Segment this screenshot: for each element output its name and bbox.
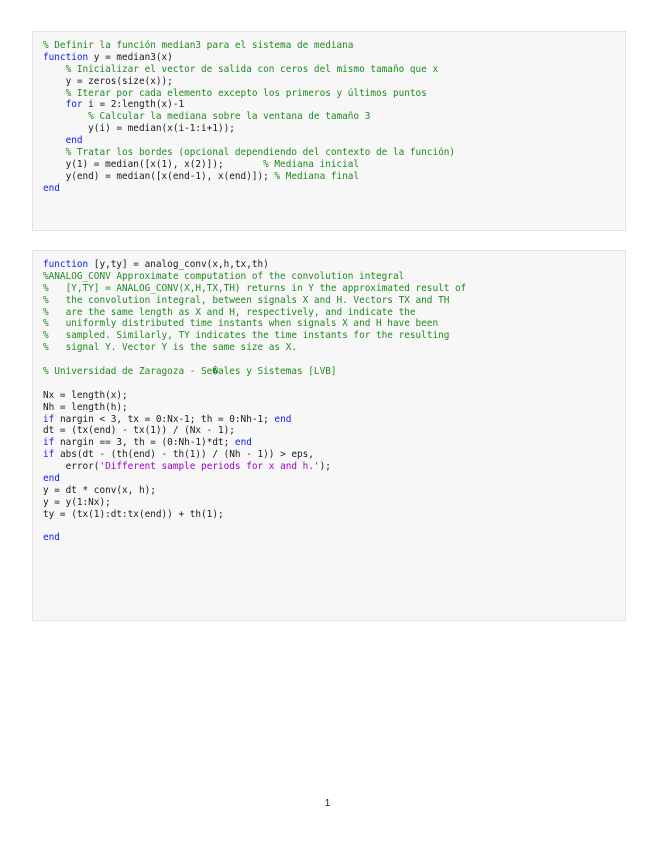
code-token-keyword: for bbox=[65, 99, 83, 111]
code-line bbox=[43, 295, 625, 307]
code-line bbox=[43, 88, 625, 100]
code-token-text: y(1) = median([x(1), x(2)]); bbox=[43, 158, 264, 170]
code-token-text: nargin < 3, tx = 0:Nx-1; th = 0:Nh-1; bbox=[54, 413, 275, 425]
code-token-keyword: end bbox=[234, 437, 252, 449]
code-token-text: y = zeros(size(x)); bbox=[43, 75, 173, 87]
code-token-keyword: end bbox=[43, 532, 60, 544]
code-token-text: ty = (tx(1):dt:tx(end)) + th(1); bbox=[43, 508, 224, 520]
code-line bbox=[43, 330, 625, 342]
code-token-text: [y,ty] = analog_conv(x,h,tx,th) bbox=[88, 259, 269, 270]
code-token-text: y = y(1:Nx); bbox=[43, 496, 111, 508]
code-token-comment: % [Y,TY] = ANALOG_CONV(X,H,TX,TH) returns in Y the approximated result of bbox=[43, 282, 467, 294]
code-line bbox=[43, 283, 625, 295]
code-token-text: y = median3(x) bbox=[88, 51, 173, 63]
code-token-text: abs(dt - (th(end) - th(1)) / (Nh - 1)) > eps, bbox=[54, 449, 314, 461]
code-line bbox=[43, 52, 625, 64]
code-line bbox=[43, 532, 625, 544]
code-line bbox=[43, 123, 625, 135]
code-token-text: ); bbox=[319, 461, 331, 473]
code-token-comment: % Calcular la mediana sobre la ventana de tamaño 3 bbox=[88, 111, 371, 123]
code-line bbox=[43, 318, 625, 330]
code-token-text: dt = (tx(end) - tx(1)) / (Nx - 1); bbox=[43, 425, 235, 437]
code-token-comment: % Iterar por cada elemento excepto los primeros y últimos puntos bbox=[65, 87, 427, 99]
code-line bbox=[43, 366, 625, 378]
code-token-text: y(i) = median(x(i-1:i+1)); bbox=[43, 123, 235, 135]
code-line bbox=[43, 354, 625, 366]
code-token-keyword: end bbox=[43, 473, 60, 485]
code-token-text bbox=[43, 135, 66, 146]
code-token-text bbox=[43, 111, 88, 122]
code-line bbox=[43, 135, 625, 147]
code-line bbox=[43, 171, 625, 183]
code-line bbox=[43, 497, 625, 509]
code-line bbox=[43, 259, 625, 271]
code-token-keyword: function bbox=[43, 51, 89, 63]
code-token-comment: % Inicializar el vector de salida con ceros del mismo tamaño que x bbox=[65, 63, 439, 75]
code-line bbox=[43, 437, 625, 449]
code-block-analog-conv bbox=[32, 250, 626, 621]
code-token-comment: % Mediana inicial bbox=[263, 158, 360, 170]
code-token-keyword: if bbox=[43, 449, 55, 461]
code-token-text bbox=[43, 64, 66, 75]
code-token-text: nargin == 3, th = (0:Nh-1)*dt; bbox=[54, 437, 235, 449]
code-line bbox=[43, 342, 625, 354]
code-token-keyword: end bbox=[274, 413, 292, 425]
code-token-comment: % uniformly distributed time instants when signals X and H have been bbox=[43, 318, 439, 330]
code-token-keyword: end bbox=[65, 135, 83, 147]
code-token-comment: % sampled. Similarly, TY indicates the time instants for the resulting bbox=[43, 330, 450, 342]
code-line bbox=[43, 509, 625, 521]
code-token-text: error( bbox=[43, 461, 100, 473]
code-token-keyword: end bbox=[43, 182, 60, 194]
code-token-keyword: if bbox=[43, 413, 55, 425]
code-token-comment: % Definir la función median3 para el sistema de mediana bbox=[43, 40, 354, 51]
code-line bbox=[43, 307, 625, 319]
page-number: 1 bbox=[324, 798, 331, 809]
code-token-text bbox=[43, 99, 66, 110]
code-line bbox=[43, 147, 625, 159]
code-token-text: y = dt * conv(x, h); bbox=[43, 484, 156, 496]
code-line bbox=[43, 40, 625, 52]
code-token-text bbox=[43, 147, 66, 158]
code-token-comment: % Universidad de Zaragoza - Se�ales y Sistemas [LVB] bbox=[43, 366, 337, 378]
code-line bbox=[43, 378, 625, 390]
code-line bbox=[43, 159, 625, 171]
code-token-text: i = 2:length(x)-1 bbox=[82, 99, 185, 111]
code-line bbox=[43, 99, 625, 111]
code-line bbox=[43, 402, 625, 414]
code-token-keyword: if bbox=[43, 437, 55, 449]
code-line bbox=[43, 449, 625, 461]
code-line bbox=[43, 271, 625, 283]
code-token-text bbox=[43, 88, 66, 99]
code-line bbox=[43, 390, 625, 402]
code-line bbox=[43, 425, 625, 437]
code-token-text: Nh = length(h); bbox=[43, 401, 128, 413]
code-token-text: Nx = length(x); bbox=[43, 389, 128, 401]
code-line bbox=[43, 485, 625, 497]
code-line bbox=[43, 183, 625, 195]
code-token-comment: % signal Y. Vector Y is the same size as X. bbox=[43, 342, 297, 354]
code-token-comment: % Mediana final bbox=[274, 170, 360, 182]
code-token-keyword: function bbox=[43, 259, 89, 270]
code-line bbox=[43, 414, 625, 426]
code-token-comment: %ANALOG_CONV Approximate computation of the convolution integral bbox=[43, 270, 405, 282]
code-token-text: y(end) = median([x(end-1), x(end)]); bbox=[43, 170, 275, 182]
code-line bbox=[43, 111, 625, 123]
code-token-comment: % the convolution integral, between signals X and H. Vectors TX and TH bbox=[43, 294, 450, 306]
code-line bbox=[43, 461, 625, 473]
code-line bbox=[43, 473, 625, 485]
code-token-comment: % are the same length as X and H, respectively, and indicate the bbox=[43, 306, 416, 318]
code-line bbox=[43, 76, 625, 88]
code-block-median3 bbox=[32, 31, 626, 231]
code-line bbox=[43, 521, 625, 533]
code-token-comment: % Tratar los bordes (opcional dependiendo del contexto de la función) bbox=[65, 147, 456, 159]
code-token-string: 'Different sample periods for x and h.' bbox=[99, 461, 320, 473]
code-line bbox=[43, 64, 625, 76]
